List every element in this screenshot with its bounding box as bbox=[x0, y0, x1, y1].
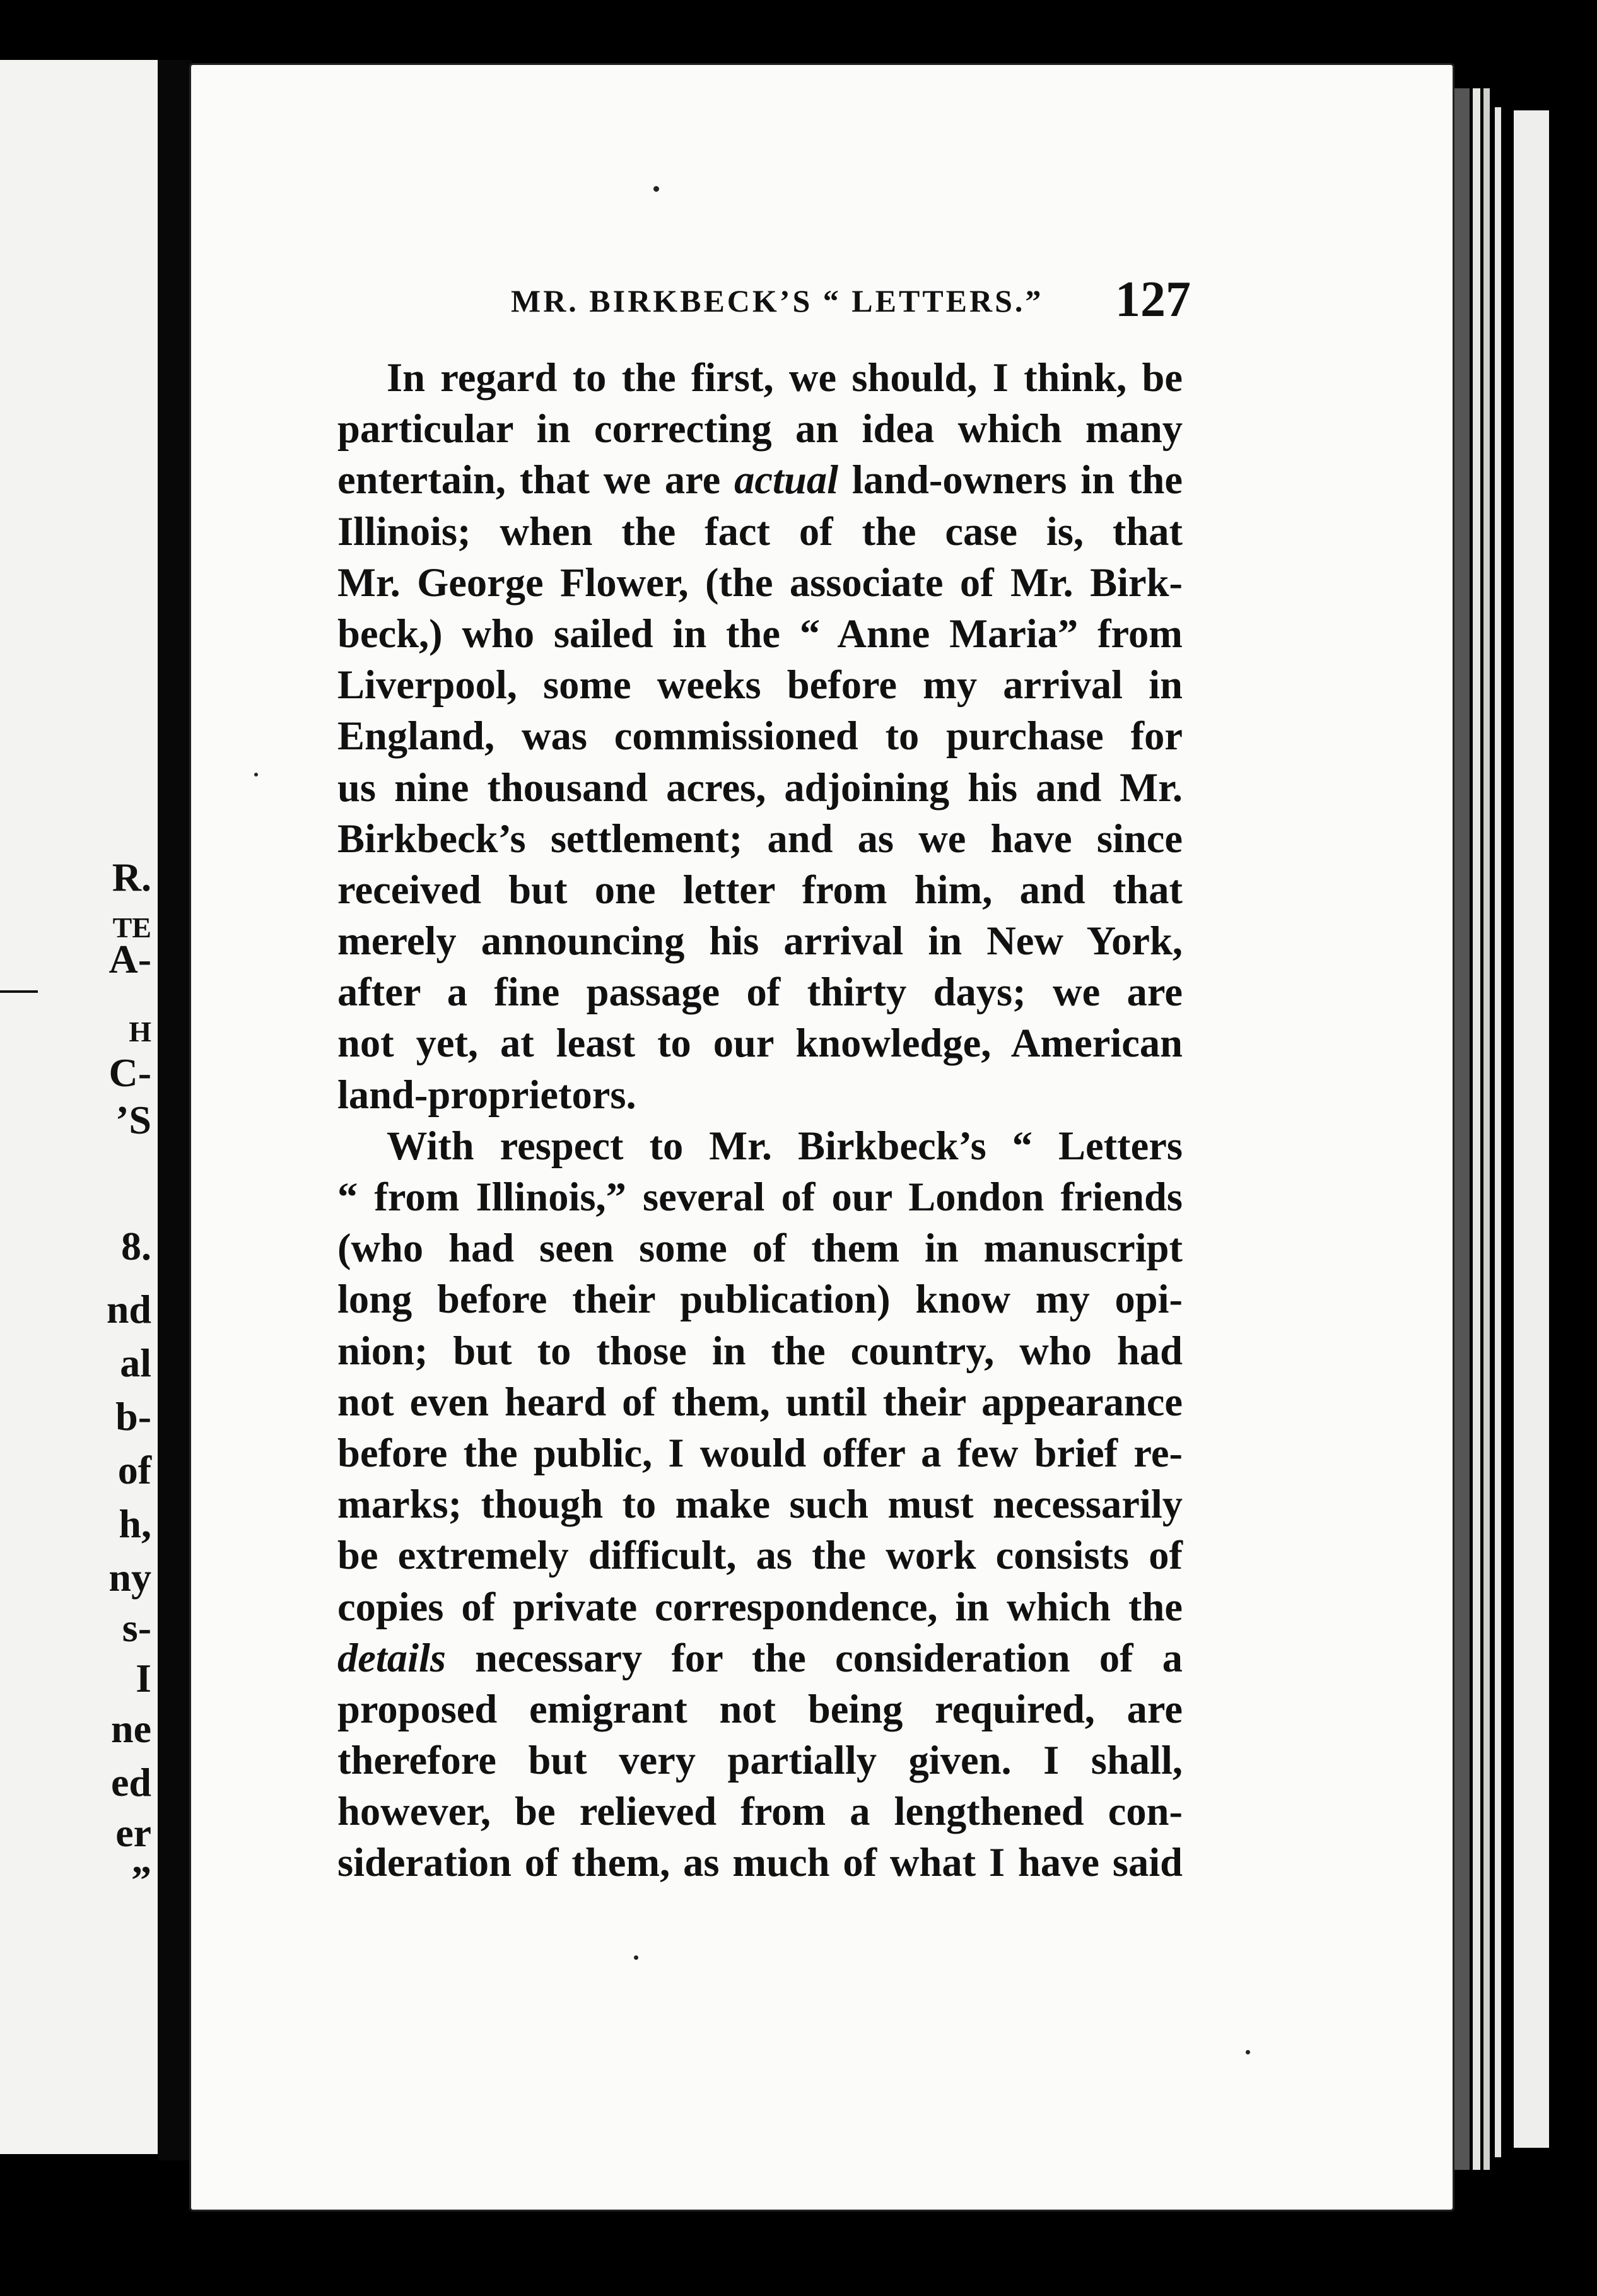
text-line: however, be relieved from a lengthened con- bbox=[337, 1789, 1183, 1834]
book-gutter bbox=[158, 60, 192, 2160]
page-number: 127 bbox=[1115, 272, 1191, 327]
left-page-fragment: h, bbox=[119, 1501, 151, 1546]
text-line: sideration of them, as much of what I have said bbox=[337, 1840, 1183, 1885]
text-line: not even heard of them, until their appearance bbox=[337, 1379, 1183, 1424]
page-edge bbox=[1473, 88, 1480, 2170]
text-line: (who had seen some of them in manuscript bbox=[337, 1226, 1183, 1271]
italic-word: details bbox=[337, 1635, 446, 1680]
text-line bbox=[337, 454, 1183, 505]
left-page-fragment: 8. bbox=[121, 1224, 151, 1268]
speck bbox=[653, 186, 659, 192]
left-page-fragment: ny bbox=[108, 1555, 151, 1600]
text-segment: land-owners in the bbox=[838, 457, 1183, 503]
left-page-fragment: C- bbox=[108, 1050, 151, 1095]
text-line: marks; though to make such must necessarily bbox=[337, 1482, 1183, 1527]
text-line: us nine thousand acres, adjoining his and Mr. bbox=[337, 764, 1183, 810]
running-head: MR. BIRKBECK’S “ LETTERS.” bbox=[511, 283, 1044, 319]
text-line: long before their publication) know my opi- bbox=[337, 1277, 1183, 1322]
left-page-fragment: nd bbox=[106, 1287, 151, 1332]
text-line: therefore but very partially given. I shall, bbox=[337, 1738, 1183, 1783]
page-edge bbox=[1495, 107, 1501, 2157]
text-line: With respect to Mr. Birkbeck’s “ Letters bbox=[387, 1123, 1183, 1168]
left-page-rule bbox=[0, 990, 38, 993]
text-line: be extremely difficult, as the work consists of bbox=[337, 1533, 1183, 1578]
text-line: merely announcing his arrival in New York, bbox=[337, 918, 1183, 964]
left-page-fragment: ne bbox=[111, 1706, 151, 1751]
left-page-fragment: er bbox=[115, 1810, 151, 1855]
paragraph bbox=[337, 352, 1183, 1120]
left-page-fragment: al bbox=[120, 1340, 151, 1385]
text-line: Liverpool, some weeks before my arrival in bbox=[337, 662, 1183, 708]
text-segment: entertain, that we are bbox=[337, 457, 735, 503]
left-page-fragment: I bbox=[136, 1656, 151, 1701]
text-line: copies of private correspondence, in which the bbox=[337, 1584, 1183, 1629]
text-line: not yet, at least to our knowledge, American bbox=[337, 1021, 1183, 1066]
left-page-fragment: R. bbox=[112, 855, 151, 899]
text-line: Mr. George Flower, (the associate of Mr. Birk- bbox=[337, 559, 1183, 605]
text-line: particular in correcting an idea which many bbox=[337, 406, 1183, 452]
left-page-fragment: H bbox=[129, 1016, 151, 1048]
text-line: beck,) who sailed in the “ Anne Maria” from bbox=[337, 611, 1183, 656]
text-line bbox=[337, 1632, 1183, 1684]
text-line: before the public, I would offer a few brief re- bbox=[337, 1430, 1183, 1475]
page-edge bbox=[1514, 110, 1549, 2148]
previous-page bbox=[0, 60, 159, 2154]
text-line: proposed emigrant not being required, are bbox=[337, 1686, 1183, 1731]
text-line: “ from Illinois,” several of our London friends bbox=[337, 1174, 1183, 1219]
speck bbox=[634, 1955, 638, 1960]
left-page-fragment: ” bbox=[131, 1858, 151, 1902]
paragraph bbox=[337, 1120, 1183, 1889]
text-line: Birkbeck’s settlement; and as we have since bbox=[337, 816, 1183, 861]
page-body bbox=[337, 352, 1183, 1889]
page-edge bbox=[1483, 88, 1490, 2170]
text-line: Illinois; when the fact of the case is, that bbox=[337, 508, 1183, 554]
left-page-fragment: TE bbox=[112, 911, 151, 944]
left-page-fragment: ’S bbox=[115, 1098, 151, 1142]
left-page-fragment: s- bbox=[122, 1605, 151, 1650]
left-page-fragment: ed bbox=[111, 1760, 151, 1805]
left-page-fragment: of bbox=[117, 1448, 151, 1492]
speck bbox=[1246, 2050, 1250, 2054]
text-line: after a fine passage of thirty days; we are bbox=[337, 969, 1183, 1015]
text-line: England, was commissioned to purchase for bbox=[337, 713, 1183, 759]
left-page-fragment: A- bbox=[108, 937, 151, 981]
italic-word: actual bbox=[734, 457, 839, 503]
text-line: received but one letter from him, and that bbox=[337, 867, 1183, 912]
text-line: land-proprietors. bbox=[337, 1072, 636, 1117]
text-line: In regard to the first, we should, I think, be bbox=[387, 355, 1183, 400]
left-page-fragment: b- bbox=[115, 1394, 151, 1439]
text-segment: necessary for the consideration of a bbox=[446, 1635, 1183, 1680]
text-line: nion; but to those in the country, who had bbox=[337, 1328, 1183, 1373]
speck bbox=[254, 773, 258, 776]
